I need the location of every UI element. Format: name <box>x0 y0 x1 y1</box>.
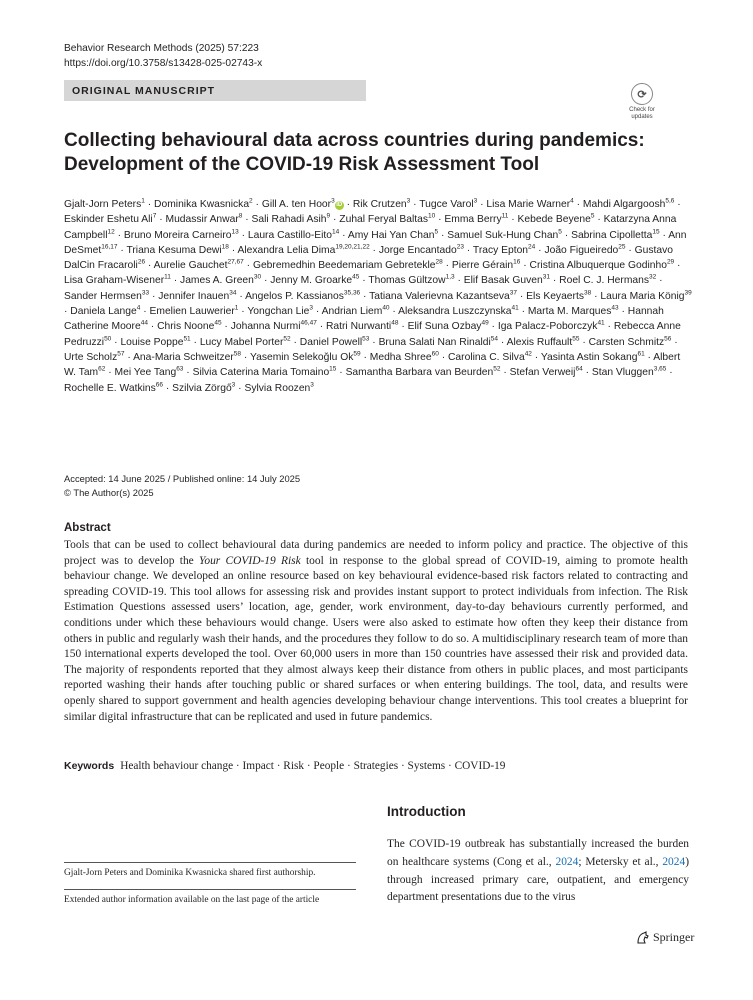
author-name: Zuhal Feryal Baltas <box>339 214 429 226</box>
affiliation-marker: 50 <box>104 335 112 343</box>
affiliation-marker: 53 <box>362 335 370 343</box>
affiliation-marker: 66 <box>155 381 163 389</box>
author[interactable] <box>244 383 313 394</box>
author-name: Sabrina Cipolletta <box>571 229 653 241</box>
author[interactable] <box>124 230 239 241</box>
author-name: Kebede Beyene <box>517 214 591 226</box>
affiliation-marker: 5 <box>590 212 595 220</box>
author[interactable] <box>447 230 562 241</box>
affiliation-marker: 35,36 <box>343 289 361 297</box>
author-name: Mudassir Anwar <box>165 214 239 226</box>
author[interactable] <box>193 367 337 378</box>
author[interactable] <box>518 214 595 225</box>
abstract-body <box>64 538 688 725</box>
author[interactable] <box>154 199 253 210</box>
affiliation-marker: 37 <box>509 289 518 297</box>
author-name: Alexis Ruffault <box>506 336 573 348</box>
author-name: Rik Crutzen <box>352 199 407 210</box>
affiliation-marker: 54 <box>490 335 498 343</box>
author-name: Sali Rahadi Asih <box>251 214 327 226</box>
affiliation-marker: 16,17 <box>101 243 118 251</box>
affiliation-marker: 1,3 <box>445 274 455 282</box>
publication-dates <box>64 472 300 500</box>
affiliation-marker: 3 <box>309 304 314 312</box>
author-name: Els Keyaerts <box>526 290 584 302</box>
affiliation-marker: 45 <box>214 319 222 327</box>
journal-citation: Behavior Research Methods (2025) 57:223 <box>64 43 259 54</box>
author-name: Andrian Liem <box>321 306 383 318</box>
author[interactable] <box>444 214 508 225</box>
affiliation-marker: 63 <box>176 365 184 373</box>
author-name: Tatiana Valerievna Kazantseva <box>369 290 510 302</box>
author-name: Triana Kesuma Dewi <box>126 244 222 256</box>
author[interactable] <box>571 230 660 241</box>
affiliation-marker: 59 <box>353 350 361 358</box>
author[interactable] <box>419 199 477 210</box>
affiliation-marker: 32 <box>649 274 657 282</box>
author[interactable] <box>231 321 317 332</box>
abstract-tool-name: Your COVID-19 Risk <box>199 554 301 567</box>
copyright-line: © The Author(s) 2025 <box>64 487 154 498</box>
affiliation-marker: 31 <box>542 274 550 282</box>
author-name: Johanna Nurmi <box>230 321 301 333</box>
footnote-extended-info: Extended author information available on the last page of the article <box>64 895 320 905</box>
affiliation-marker: 44 <box>140 319 148 327</box>
author-name: Bruna Salati Nan Rinaldi <box>378 336 491 348</box>
author[interactable] <box>247 306 313 317</box>
author[interactable] <box>172 383 235 394</box>
author[interactable] <box>498 321 605 332</box>
affiliation-marker: 61 <box>637 350 645 358</box>
author[interactable] <box>70 306 140 317</box>
author-name: Amy Hai Yan Chan <box>347 229 435 241</box>
author[interactable] <box>115 367 184 378</box>
author[interactable] <box>346 367 501 378</box>
author[interactable] <box>64 214 156 225</box>
author[interactable] <box>300 337 370 348</box>
author-name: Ana-Maria Schweitzer <box>133 351 234 363</box>
author-name: Roel C. J. Hermans <box>559 275 649 287</box>
affiliation-marker: 10 <box>428 212 436 220</box>
affiliation-marker: 28 <box>435 258 443 266</box>
affiliation-marker: 27,67 <box>227 258 244 266</box>
intro-text-2: ; Metersky et al., <box>578 855 663 868</box>
bookmark-icon: ⟳ <box>631 83 653 105</box>
author[interactable] <box>530 260 675 271</box>
affiliation-marker: 25 <box>618 243 626 251</box>
author-name: Laura Castillo-Eito <box>247 229 333 241</box>
affiliation-marker: 51 <box>183 335 191 343</box>
keywords-label: Keywords <box>64 760 115 772</box>
author-list: Gjalt-Jorn Peters$^1$ · Dominika Kwasnicka$^2$ · Gill A. ten Hoor$^3$iD · Rik Crutzen$^3$ · Tugce Varol$^3$ · Lisa Marie Warner$^4$ · Mahdi Algargoosh$^{5,6}$ · Eskinder Eshetu Ali$^7$ · Mudassir Anwar$^8$ · Sali Rahadi Asih$^9$ · Zuhal Feryal Baltas$^{10}$ · Emma Berry$^{11}$ · Kebede Beyene$^5$ · Katarzyna Anna Campbell$^{12}$ · Bruno Moreira Carneiro$^{13}$ · Laura Castillo-Eito$^{14}$ · Amy Hai Yan Chan$^5$ · Samuel Suk-Hung Chan$^5$ · Sabrina Cipolletta$^{15}$ · Ann DeSmet$^{16,17}$ · Triana Kesuma Dewi$^{18}$ · Alexandra Lelia Dima$^{19,20,21,22}$ · Jorge Encantado$^{23}$ · Tracy Epton$^{24}$ · João Figueiredo$^{25}$ · Gustavo DalCin Fracaroli$^{26}$ · Aurelie Gauchet$^{27,67}$ · Gebremedhin Beedemariam Gebretekle$^{28}$ · Pierre Gérain$^{16}$ · Cristina Albuquerque Godinho$^{29}$ · Lisa Graham-Wisener$^{11}$ · James A. Green$^{30}$ · Jenny M. Groarke$^{45}$ · Thomas Gültzow$^{1,3}$ · Elif Basak Guven$^{31}$ · Roel C. J. Hermans$^{32}$ · Sander Hermsen$^{33}$ · Jennifer Inauen$^{34}$ · Angelos P. Kassianos$^{35,36}$ · Tatiana Valerievna Kazantseva$^{37}$ · Els Keyaerts$^{38}$ · Laura Maria König$^{39}$ · Daniela Lange$^4$ · Emelien Lauwerier$^1$ · Yongchan Lie$^3$ · Andrian Liem$^{40}$ · Aleksandra Luszczynska$^{41}$ · Marta M. Marques$^{43}$ · Hannah Catherine Moore$^{44}$ · Chris Noone$^{45}$ · Johanna Nurmi$^{46,47}$ · Ratri Nurwanti$^{48}$ · Elif Suna Ozbay$^{49}$ · Iga Palacz-Poborczyk$^{41}$ · Rebecca Anne Pedruzzi$^{50}$ · Louise Poppe$^{51}$ · Lucy Mabel Porter$^{52}$ · Daniel Powell$^{53}$ · Bruna Salati Nan Rinaldi$^{54}$ · Alexis Ruffault$^{55}$ · Carsten Schmitz$^{56}$ · Urte Scholz$^{57}$ · Ana-Maria Schweitzer$^{58}$ · Yasemin Selekoğlu $Ok^{59}$ · Medha Shree$^{60}$ · Carolina C. Silva$^{42}$ · Yasinta Astin Sokang$^{61}$ · Albert W. Tam$^{62}$ · Mei Yee Tang$^{63}$ · Silvia Caterina Maria Tomaino$^{15}$ · Samantha Barbara van Beurden$^{52}$ · Stefan Verweij$^{64}$ · Stan Vluggen$^{3,65}$ · Rochelle E. Watkins$^{66}$ · Szilvia Zörgő$^3$ · Sylvia Roozen$^3$ <box>64 197 692 394</box>
affiliation-marker: 14 <box>332 228 340 236</box>
author-name: Sylvia Roozen <box>244 382 311 394</box>
author[interactable] <box>157 321 221 332</box>
author-name: Carsten Schmitz <box>588 336 665 348</box>
affiliation-marker: 7 <box>152 212 157 220</box>
affiliation-marker: 3 <box>310 381 314 389</box>
author-name: Tugce Varol <box>419 199 474 210</box>
author-name: Ann DeSmet <box>64 229 687 256</box>
author-name: Tracy Epton <box>472 244 529 256</box>
author-name: Emelien Lauwerier <box>149 306 235 318</box>
author[interactable] <box>262 199 344 210</box>
doi-link[interactable]: https://doi.org/10.3758/s13428-025-02743-x <box>64 58 263 69</box>
author[interactable] <box>326 321 398 332</box>
affiliation-marker: 23 <box>456 243 464 251</box>
author[interactable] <box>64 199 145 210</box>
author[interactable] <box>379 337 498 348</box>
author-name: Samantha Barbara van Beurden <box>345 367 494 379</box>
author-name: Ratri Nurwanti <box>325 321 392 333</box>
author-name: Yongchan Lie <box>247 306 310 318</box>
affiliation-marker: 62 <box>98 365 106 373</box>
author[interactable] <box>200 337 291 348</box>
affiliation-marker: 24 <box>528 243 536 251</box>
introduction-body <box>387 836 689 907</box>
author-name: Yasinta Astin Sokang <box>540 351 638 363</box>
affiliation-marker: 39 <box>684 289 692 297</box>
author-name: Albert W. Tam <box>64 351 681 379</box>
author[interactable] <box>120 337 190 348</box>
affiliation-marker: 3 <box>473 197 478 205</box>
abstract-text-2: tool in response to the global spread of COVID-19, aiming to promote health behaviour change. We developed an online resource based on key behavioural evidence-based risk factors related to contracting and spreading COVID-19. This tool allows for assessing risk and provides instant support to protect individuals from infection. The Risk Estimation Questions assessed users’ location, age, gender, work environment, day-to-day behaviours currently performed, and conditions under which these behaviours would change. Users were also asked to estimate how often they keep their distance from others in public and regularly wash their hands, and the procedures they follow to do so. A multidisciplinary research team of more than 150 international experts developed the tool. Over 60,000 users in more than 150 countries have assessed their risk and provided data. The majority of respondents reported that they almost always keep their distance from others in public places, and most participants reported washing their hands after touching public or shared surfaces or when entering buildings. The tool, data, and results were openly shared to support government and health agencies developing behaviour change interventions. This tool creates a blueprint for similar digital infrastructure that can be replicated and used in future pandemics. <box>64 554 688 723</box>
affiliation-marker: 33 <box>141 289 150 297</box>
author[interactable] <box>166 214 243 225</box>
author[interactable] <box>473 245 535 256</box>
author-name: Angelos P. Kassianos <box>245 290 344 302</box>
affiliation-marker: 18 <box>221 243 229 251</box>
affiliation-marker: 58 <box>233 350 242 358</box>
affiliation-marker: 56 <box>664 335 672 343</box>
affiliation-marker: 34 <box>229 289 237 297</box>
introduction-heading: Introduction <box>387 804 466 819</box>
author-name: Szilvia Zörgő <box>172 382 232 394</box>
author[interactable] <box>64 383 163 394</box>
orcid-icon[interactable]: iD <box>336 202 343 208</box>
author[interactable] <box>133 352 241 363</box>
journal-header <box>64 41 262 71</box>
author[interactable] <box>150 306 239 317</box>
publisher-name: Springer <box>653 930 695 944</box>
author-name: Jorge Encantado <box>378 244 457 256</box>
author-name: Carolina C. Silva <box>448 351 525 363</box>
author-name: Mei Yee Tang <box>114 367 177 379</box>
affiliation-marker: 16 <box>513 258 521 266</box>
author[interactable] <box>528 306 619 317</box>
author[interactable] <box>64 352 124 363</box>
author-name: Iga Palacz-Poborczyk <box>497 321 598 333</box>
author[interactable] <box>589 337 672 348</box>
affiliation-marker: 3 <box>406 197 411 205</box>
author[interactable] <box>526 291 591 302</box>
author[interactable] <box>250 352 361 363</box>
affiliation-marker: 64 <box>575 365 583 373</box>
author-name: Lisa Graham-Wisener <box>64 275 165 287</box>
affiliation-marker: 13 <box>231 228 239 236</box>
author-name: Urte Scholz <box>64 351 118 363</box>
affiliation-marker: 8 <box>238 212 243 220</box>
author-name: Stan Vluggen <box>591 367 654 379</box>
affiliation-marker: 11 <box>164 274 171 282</box>
affiliation-marker: 57 <box>117 350 125 358</box>
author-name: Rebecca Anne Pedruzzi <box>64 321 681 348</box>
author-name: Sander Hermsen <box>64 290 142 302</box>
author[interactable] <box>252 214 331 225</box>
title-line-2: Development of the COVID-19 Risk Assessment Tool <box>64 154 540 175</box>
author[interactable] <box>339 214 435 225</box>
author-name: Gebremedhin Beedemariam Gebretekle <box>252 260 436 272</box>
footnote-divider <box>64 889 356 890</box>
affiliation-marker: 52 <box>283 335 291 343</box>
author[interactable] <box>64 275 171 286</box>
affiliation-marker: 15 <box>652 228 660 236</box>
affiliation-marker: 55 <box>572 335 580 343</box>
author[interactable] <box>348 230 438 241</box>
affiliation-marker: 46,47 <box>300 319 317 327</box>
author-name: Stefan Verweij <box>509 367 576 379</box>
author-name: Dominika Kwasnicka <box>154 199 250 210</box>
author[interactable] <box>408 321 489 332</box>
author[interactable] <box>64 291 149 302</box>
author-name: Aleksandra Luszczynska <box>398 306 512 318</box>
author[interactable] <box>245 291 360 302</box>
affiliation-marker: 49 <box>481 319 489 327</box>
author-name: Pierre Gérain <box>451 260 514 272</box>
affiliation-marker: 4 <box>136 304 141 312</box>
author-name: Alexandra Lelia Dima <box>237 244 336 256</box>
affiliation-marker: 19,20,21,22 <box>335 243 370 251</box>
author[interactable] <box>237 245 369 256</box>
author-name: Mahdi Algargoosh <box>582 199 666 210</box>
affiliation-marker: 41 <box>597 319 605 327</box>
citation-link-cong[interactable]: 2024 <box>555 855 579 868</box>
author-name: Elif Basak Guven <box>463 275 543 287</box>
affiliation-marker: 1 <box>141 197 145 205</box>
article-type-label: ORIGINAL MANUSCRIPT <box>72 84 216 97</box>
author-name: Eskinder Eshetu Ali <box>64 214 153 226</box>
author[interactable] <box>248 230 339 241</box>
affiliation-marker: 3 <box>331 197 335 205</box>
author[interactable] <box>510 367 583 378</box>
affiliation-marker: 43 <box>611 304 619 312</box>
author-name: Laura Maria König <box>600 290 685 302</box>
author[interactable] <box>253 260 443 271</box>
author-name: Lisa Marie Warner <box>486 199 571 210</box>
author-name: Rochelle E. Watkins <box>64 382 156 394</box>
author-name: Thomas Gültzow <box>368 275 446 287</box>
author[interactable] <box>452 260 520 271</box>
affiliation-marker: 45 <box>352 274 360 282</box>
author-name: Bruno Moreira Carneiro <box>123 229 232 241</box>
author[interactable] <box>544 245 625 256</box>
author[interactable] <box>507 337 580 348</box>
check-for-updates-label: Check for updates <box>629 107 655 120</box>
affiliation-marker: 29 <box>666 258 675 266</box>
affiliation-marker: 40 <box>382 304 390 312</box>
author[interactable] <box>464 275 550 286</box>
author-name: Elif Suna Ozbay <box>407 321 482 333</box>
author-name: Chris Noone <box>157 321 215 333</box>
author[interactable] <box>541 352 645 363</box>
author[interactable] <box>368 275 454 286</box>
author-name: Jennifer Inauen <box>158 290 230 302</box>
author[interactable] <box>600 291 691 302</box>
author-name: Gill A. ten Hoor <box>261 199 332 210</box>
springer-horse-icon <box>636 931 650 945</box>
author[interactable] <box>126 245 228 256</box>
publisher-logo <box>636 930 694 945</box>
keywords <box>64 760 688 772</box>
author[interactable] <box>322 306 390 317</box>
affiliation-marker: 15 <box>329 365 337 373</box>
affiliation-marker: 60 <box>431 350 439 358</box>
author-name: Silvia Caterina Maria Tomaino <box>192 367 330 379</box>
affiliation-marker: 5,6 <box>665 197 675 205</box>
affiliation-marker: 9 <box>326 212 331 220</box>
affiliation-marker: 5 <box>434 228 439 236</box>
affiliation-marker: 5 <box>558 228 562 236</box>
author-name: Lucy Mabel Porter <box>199 336 284 348</box>
author-name: Medha Shree <box>369 351 432 363</box>
title-line-1: Collecting behavioural data across countries during pandemics: <box>64 130 645 151</box>
keywords-text: Health behaviour change · Impact · Risk · People · Strategies · Systems · COVID-19 <box>120 760 506 772</box>
author-name: Gjalt-Jorn Peters <box>64 199 142 210</box>
author-name: Cristina Albuquerque Godinho <box>529 260 667 272</box>
citation-link-metersky[interactable]: 2024 <box>662 855 686 868</box>
affiliation-marker: 48 <box>391 319 399 327</box>
author[interactable] <box>448 352 532 363</box>
affiliation-marker: 3 <box>231 381 236 389</box>
author-name: Louise Poppe <box>120 336 184 348</box>
page-title <box>64 129 684 177</box>
author-name: Hannah Catherine Moore <box>64 306 664 333</box>
affiliation-marker: 3,65 <box>653 365 667 373</box>
author[interactable] <box>158 291 236 302</box>
author-name: Gustavo DalCin Fracaroli <box>64 244 674 272</box>
affiliation-marker: 38 <box>583 289 592 297</box>
abstract-text-1: Tools that can be used to collect behavioural data during pandemics are needed to inform policy and practice. The objective of this project was to develop the <box>64 539 688 567</box>
author[interactable] <box>559 275 656 286</box>
affiliation-marker: 4 <box>570 197 574 205</box>
author[interactable] <box>369 291 517 302</box>
author[interactable] <box>180 275 261 286</box>
footnote-divider <box>64 862 356 863</box>
author-name: Yasemin Selekoğlu Ok <box>249 351 354 363</box>
affiliation-marker: 30 <box>253 274 262 282</box>
author-name: Aurelie Gauchet <box>153 260 228 272</box>
author-name: James A. Green <box>180 275 254 287</box>
author-name: Daniela Lange <box>70 306 137 318</box>
affiliation-marker: 12 <box>107 228 115 236</box>
affiliation-marker: 52 <box>493 365 501 373</box>
affiliation-marker: 41 <box>511 304 519 312</box>
abstract-heading: Abstract <box>64 522 111 534</box>
author[interactable] <box>486 199 573 210</box>
affiliation-marker: 42 <box>524 350 532 358</box>
author-name: João Figueiredo <box>544 244 619 256</box>
intro-text-1: The COVID-19 outbreak has substantially increased the burden on healthcare systems (Cong et al., <box>387 838 689 868</box>
author[interactable] <box>370 352 439 363</box>
author[interactable] <box>270 275 359 286</box>
affiliation-marker: 11 <box>501 212 509 220</box>
author-name: Katarzyna Anna Campbell <box>64 214 677 241</box>
author[interactable] <box>592 367 667 378</box>
article-type-banner <box>64 80 366 101</box>
affiliation-marker: 1 <box>234 304 239 312</box>
affiliation-marker: 2 <box>249 197 253 205</box>
author[interactable] <box>583 199 674 210</box>
footnote-first-authorship: Gjalt-Jorn Peters and Dominika Kwasnicka shared first authorship. <box>64 868 316 878</box>
author[interactable] <box>398 306 519 317</box>
author-name: Jenny M. Groarke <box>270 275 353 287</box>
author-name: Marta M. Marques <box>527 306 612 318</box>
author-name: Samuel Suk-Hung Chan <box>447 229 559 241</box>
intro-text-3: ) through increased primary care, outpatient, and emergency department presentations due to the virus <box>387 855 689 904</box>
author[interactable] <box>353 199 410 210</box>
accepted-published-line: Accepted: 14 June 2025 / Published online: 14 July 2025 <box>64 473 301 484</box>
check-for-updates-badge[interactable] <box>622 83 662 121</box>
author[interactable] <box>154 260 244 271</box>
author-name: Daniel Powell <box>299 336 363 348</box>
author[interactable] <box>379 245 464 256</box>
author-name: Emma Berry <box>444 214 502 226</box>
affiliation-marker: 26 <box>137 258 146 266</box>
